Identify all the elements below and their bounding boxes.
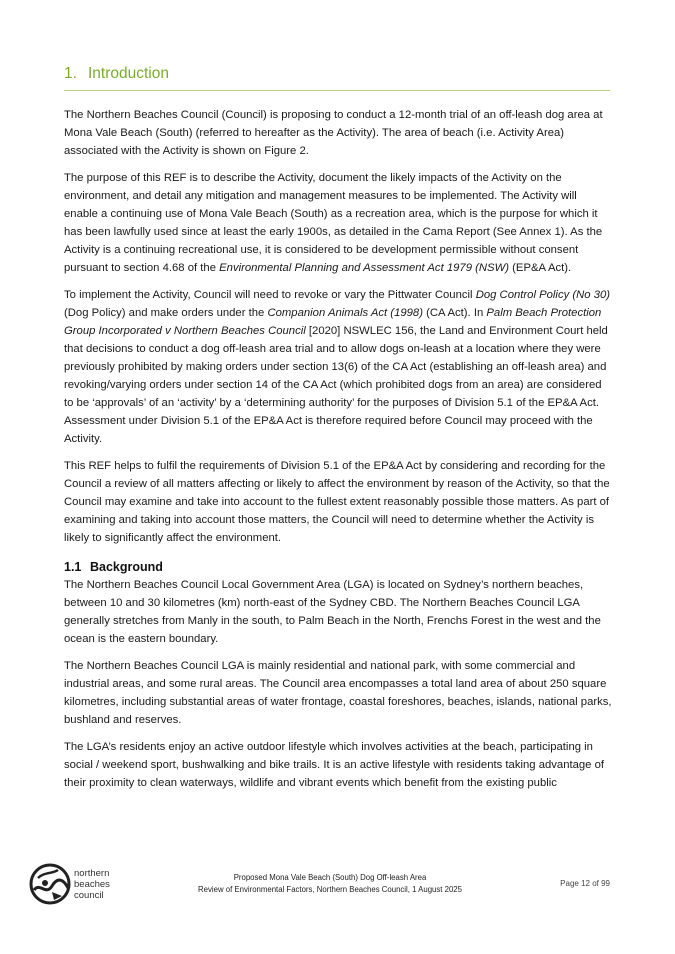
page-footer <box>0 862 675 912</box>
subsection-heading <box>64 559 612 575</box>
paragraph-2-end: (EP&A Act). <box>509 262 572 274</box>
section-heading <box>64 64 610 91</box>
paragraph-2-text: The purpose of this REF is to describe the Activity, document the likely impacts of the Activity on the environment, and detail any mitigation and management measures to be implemented. The Activity will enable a continuing use of Mona Vale Beach (South) as a recreation area, which is the purpose for which it has been lawfully used since at least the early 1900s, as detailed in the Cama Report (See Annex 1). As the Activity is a continuing recreational use, it is considered to be development permissible without consent pursuant to section 4.68 of the <box>64 172 603 274</box>
paragraph-3-text-g: [2020] NSWLEC 156, the Land and Environment Court held that decisions to conduct a dog off-leash area trial and to allow dogs on-leash at a location where they were previously prohibited by making orders under section 13(6) of the CA Act (establishing an off-leash area) and revoking/varying orders under section 14 of the CA Act (which prohibited dogs from an area) are considered to be ‘approvals’ of an ‘activity’ by a ‘determining authority’ for the purposes of Division 5.1 of the EP&A Act. Assessment under Division 5.1 of the EP&A Act is therefore required before Council may proceed with the Activity. <box>64 325 608 445</box>
paragraph-6: The Northern Beaches Council LGA is mainly residential and national park, with some commercial and industrial areas, and some rural areas. The Council area encompasses a total land area of about 250 square kilometres, including substantial areas of water frontage, coastal foreshores, beaches, islands, national parks, bushland and reserves. <box>64 660 612 726</box>
case-name: Palm Beach Protection Group Incorporated v Northern Beaches Council <box>64 307 602 337</box>
footer-title <box>160 872 500 896</box>
ca-act-title: Companion Animals Act (1998) <box>267 307 423 319</box>
paragraph-7: The LGA’s residents enjoy an active outdoor lifestyle which involves activities at the beach, participating in social / weekend sport, bushwalking and bike trails. It is an active lifestyle with residents taking advantage of their proximity to clean waterways, wildlife and vibrant events which benefit from the existing public <box>64 741 605 789</box>
dog-policy-title: Dog Control Policy (No 30) <box>475 289 611 301</box>
logo-word-3: council <box>74 890 104 901</box>
subsection-number: 1.1 <box>64 560 82 574</box>
page-number: Page 12 of 99 <box>560 879 610 888</box>
paragraph-3-text-a: To implement the Activity, Council will need to revoke or vary the Pittwater Council <box>64 289 476 301</box>
paragraph-5: The Northern Beaches Council Local Government Area (LGA) is located on Sydney’s northern beaches, between 10 and 30 kilometres (km) north-east of the Sydney CBD. The Northern Beaches Council LGA generally stretches from Manly in the south, to Palm Beach in the North, Frenchs Forest in the west and the ocean is the eastern boundary. <box>64 579 601 645</box>
section-title: Introduction <box>88 65 169 82</box>
paragraph-1: The Northern Beaches Council (Council) is proposing to conduct a 12-month trial of an off-leash dog area at Mona Vale Beach (South) (referred to hereafter as the Activity). The area of beach (i.e. Activity Area) associated with the Activity is shown on Figure 2. <box>64 109 603 157</box>
subsection-title: Background <box>90 560 163 574</box>
paragraph-4: This REF helps to fulfil the requirements of Division 5.1 of the EP&A Act by considering and recording for the Council a review of all matters affecting or likely to affect the environment by reason of the Activity, so that the Council may examine and take into account to the fullest extent reasonably possible those matters. As part of examining and taking into account those matters, the Council will need to determine whether the Activity is likely to significantly affect the environment. <box>64 460 610 544</box>
body-text <box>64 106 612 801</box>
northern-beaches-council-logo-icon <box>28 862 72 906</box>
logo-word-1: northern <box>74 868 110 879</box>
logo-word-2: beaches <box>74 879 110 890</box>
paragraph-3 <box>64 286 612 448</box>
act-title-epa: Environmental Planning and Assessment Act 1979 (NSW) <box>219 262 510 274</box>
logo-wordmark <box>74 868 110 901</box>
paragraph-2 <box>64 169 612 277</box>
footer-title-line-2: Review of Environmental Factors, Northern Beaches Council, 1 August 2025 <box>198 885 462 894</box>
footer-title-line-1: Proposed Mona Vale Beach (South) Dog Off-leash Area <box>233 873 427 882</box>
paragraph-3-text-c: (Dog Policy) and make orders under the <box>64 307 268 319</box>
paragraph-3-text-e: (CA Act). In <box>422 307 487 319</box>
section-number: 1. <box>64 65 77 82</box>
